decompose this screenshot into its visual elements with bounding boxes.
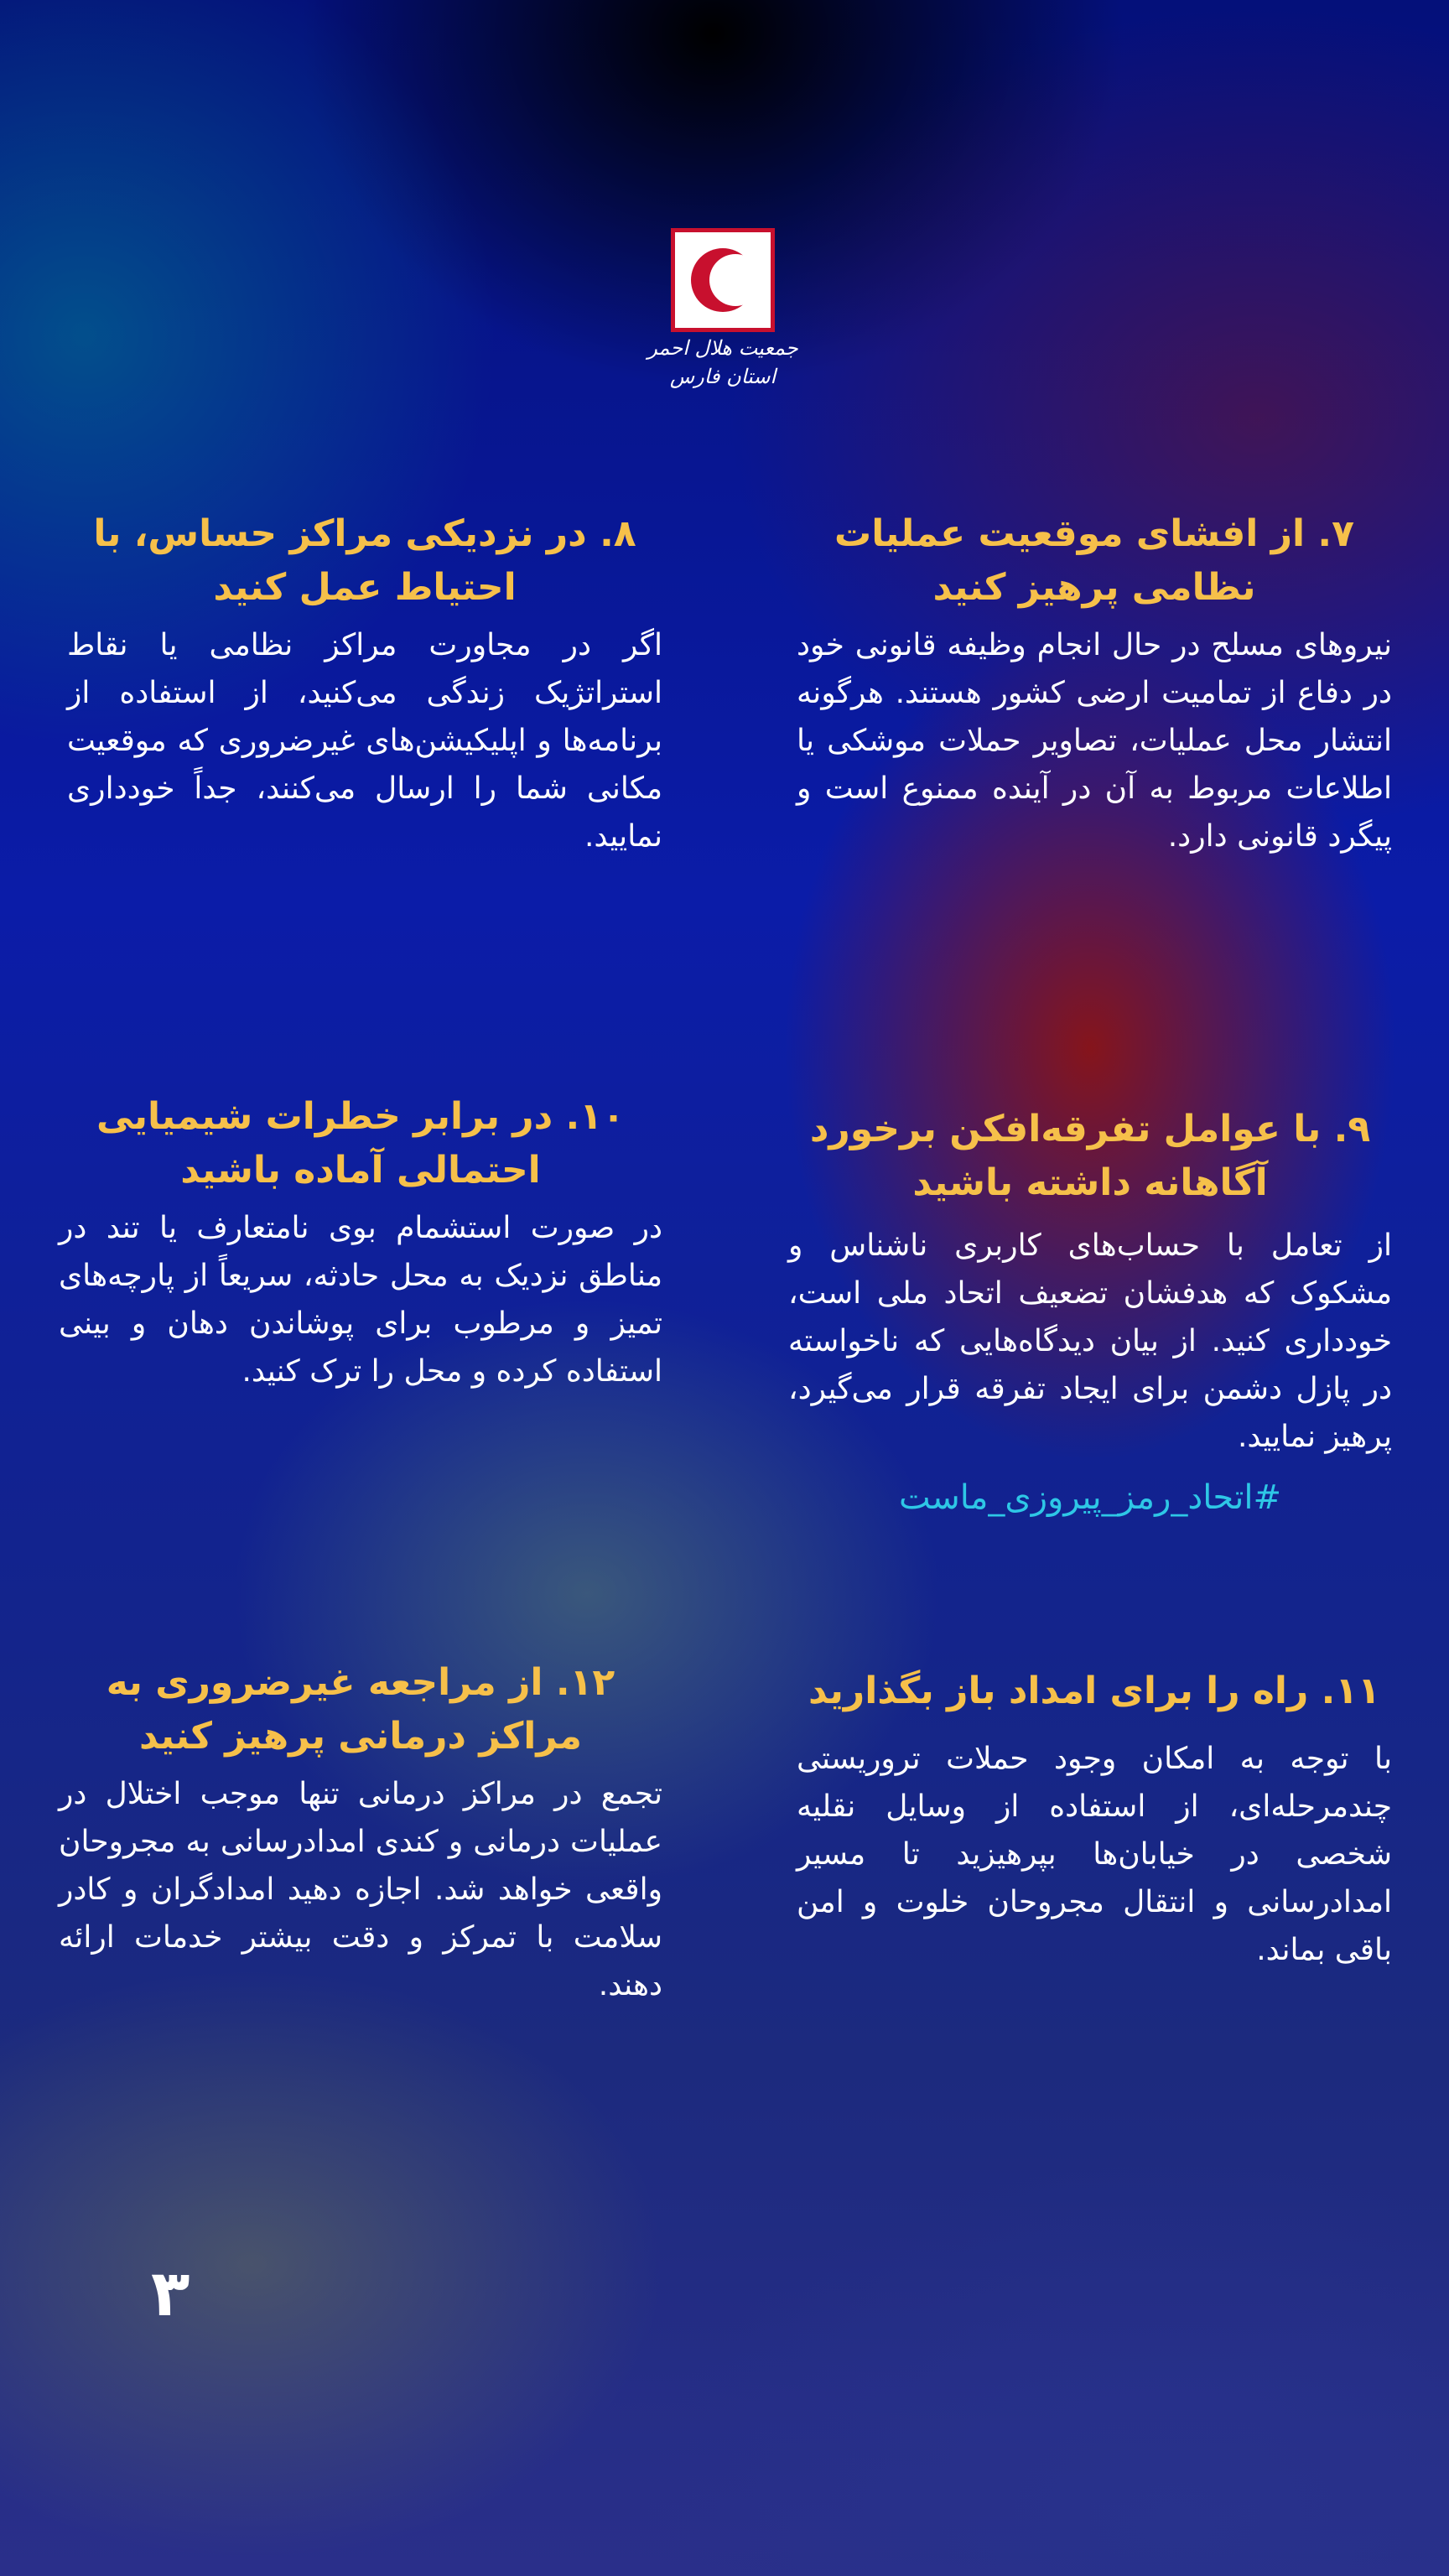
section-9: [788, 1103, 1392, 1523]
section-11: [797, 1665, 1392, 1974]
section-8-body: اگر در مجاورت مراکز نظامی یا نقاط استراتژیک زندگی می‌کنید، از استفاده از برنامه‌ها و اپلیکیشن‌های غیرضروری که موقعیت مکانی شما را ارسال می‌کنند، جداً خودداری نمایید.: [67, 628, 662, 854]
section-12: [59, 1656, 662, 2009]
section-10-title: ۱۰. در برابر خطرات شیمیایی احتمالی آماده باشید: [96, 1095, 625, 1192]
page-number: ۳: [151, 2256, 190, 2330]
section-7-title: ۷. از افشای موقعیت عملیات نظامی پرهیز کنید: [834, 512, 1354, 609]
section-9-title: ۹. با عوامل تفرقه‌افکن برخورد آگاهانه داشته باشید: [809, 1108, 1371, 1204]
section-11-title: ۱۱. راه را برای امداد باز بگذارید: [808, 1670, 1381, 1712]
section-7: [797, 507, 1392, 860]
section-12-title: ۱۲. از مراجعه غیرضروری به مراکز درمانی پرهیز کنید: [106, 1661, 615, 1758]
logo-line-1: جمعیت هلال احمر: [647, 336, 798, 360]
section-12-body: تجمع در مراکز درمانی تنها موجب اختلال در عملیات درمانی و کندی امدادرسانی به مجروحان واقعی خواهد شد. اجازه دهید امدادگران و کادر سلامت با تمرکز و دقت بیشتر خدمات ارائه دهند.: [59, 1777, 662, 2002]
section-8-title: ۸. در نزدیکی مراکز حساس، با احتیاط عمل کنید: [93, 512, 636, 609]
logo-line-2: استان فارس: [669, 365, 776, 388]
section-10-body: در صورت استشمام بوی نامتعارف یا تند در مناطق نزدیک به محل حادثه، سریعاً از پارچه‌های تمیز و مرطوب برای پوشاندن دهان و بینی استفاده کرده و محل را ترک کنید.: [59, 1211, 662, 1389]
unity-hashtag: #اتحاد_رمز_پیروزی_ماست: [898, 1478, 1281, 1517]
red-crescent-logo: [671, 228, 775, 332]
logo-text: [637, 334, 808, 391]
section-7-body: نیروهای مسلح در حال انجام وظیفه قانونی خود در دفاع از تمامیت ارضی کشور هستند. هرگونه انتشار محل عملیات، تصاویر حملات موشکی یا اطلاعات مربوط به آن در آینده ممنوع است و پیگرد قانونی دارد.: [797, 628, 1392, 854]
section-10: [59, 1090, 662, 1395]
section-8: [67, 507, 662, 860]
section-11-body: با توجه به امکان وجود حملات تروریستی چندمرحله‌ای، از استفاده از وسایل نقلیه شخصی در خیابان‌ها بپرهیزید تا مسیر امدادرسانی و انتقال مجروحان خلوت و امن باقی بماند.: [797, 1742, 1392, 1967]
section-9-body: از تعامل با حساب‌های کاربری ناشناس و مشکوک که هدفشان تضعیف اتحاد ملی است، خودداری کنید. از بیان دیدگاه‌هایی که ناخواسته در پازل دشمن برای ایجاد تفرقه قرار می‌گیرد، پرهیز نمایید.: [788, 1228, 1392, 1454]
red-crescent-icon: [675, 232, 771, 328]
